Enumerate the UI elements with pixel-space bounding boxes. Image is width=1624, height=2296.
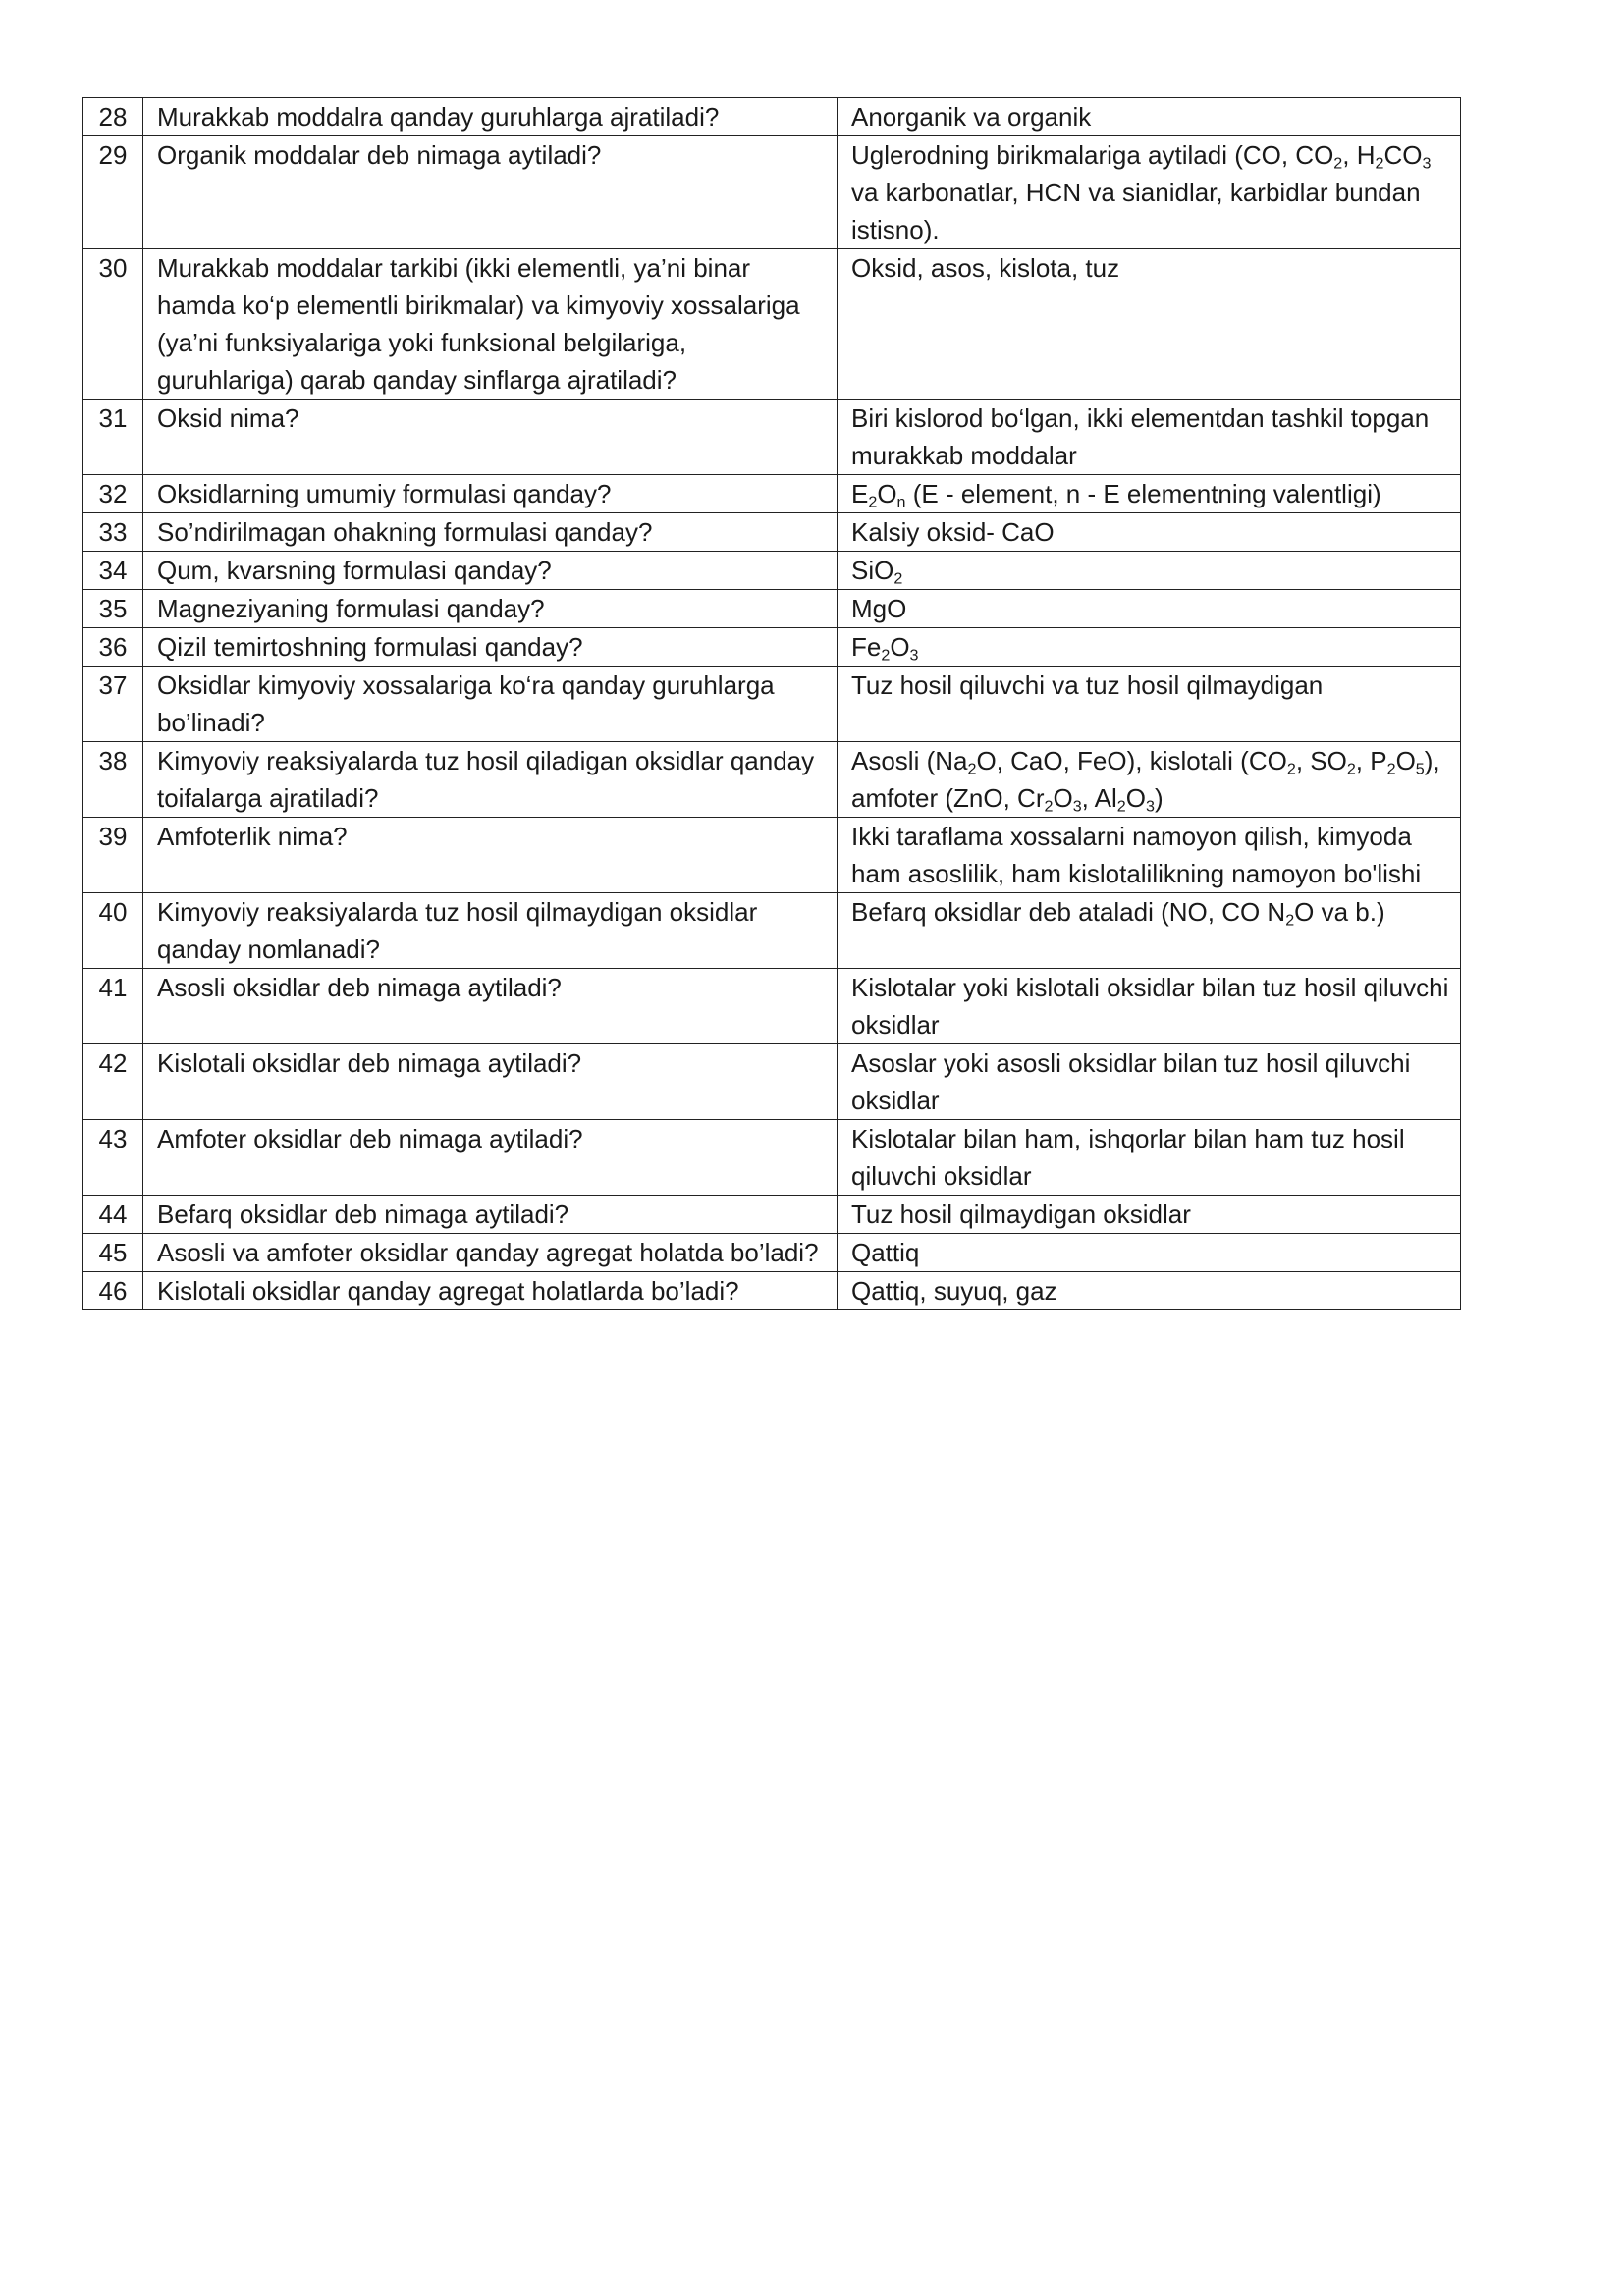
answer-cell: $E_2O_n$ (E - element, n - E elementning valentligi) [838, 475, 1461, 513]
qa-table [82, 97, 1461, 1310]
row-number: 42 [83, 1044, 143, 1120]
table-row [83, 98, 1461, 136]
row-number: 36 [83, 628, 143, 667]
row-number: 28 [83, 98, 143, 136]
question-cell: Oksidlar kimyoviy xossalariga ko‘ra qanday guruhlarga bo’linadi? [143, 667, 838, 742]
row-number: 29 [83, 136, 143, 249]
question-cell: Asosli oksidlar deb nimaga aytiladi? [143, 969, 838, 1044]
table-row [83, 400, 1461, 475]
row-number: 31 [83, 400, 143, 475]
question-cell: Murakkab moddalra qanday guruhlarga ajratiladi? [143, 98, 838, 136]
question-cell: Kislotali oksidlar deb nimaga aytiladi? [143, 1044, 838, 1120]
question-cell: Kimyoviy reaksiyalarda tuz hosil qiladigan oksidlar qanday toifalarga ajratiladi? [143, 742, 838, 818]
row-number: 33 [83, 513, 143, 552]
answer-cell: Befarq oksidlar deb ataladi (NO, CO $N_2O$ va b.) [838, 893, 1461, 969]
row-number: 37 [83, 667, 143, 742]
answer-cell: Uglerodning birikmalariga aytiladi (CO, $CO_2$, $H_2CO_3$ va karbonatlar, HCN va sianidlar, karbidlar bundan istisno). [838, 136, 1461, 249]
table-row [83, 893, 1461, 969]
row-number: 39 [83, 818, 143, 893]
row-number: 45 [83, 1234, 143, 1272]
table-row [83, 1272, 1461, 1310]
question-cell: Murakkab moddalar tarkibi (ikki elementli, ya’ni binar hamda ko‘p elementli birikmalar) va kimyoviy xossalariga (ya’ni funksiyalariga yoki funksional belgilariga, guruhlariga) qarab qanday sinflarga ajratiladi? [143, 249, 838, 400]
question-cell: So’ndirilmagan ohakning formulasi qanday? [143, 513, 838, 552]
table-row [83, 667, 1461, 742]
table-row [83, 742, 1461, 818]
answer-cell: Tuz hosil qiluvchi va tuz hosil qilmaydigan [838, 667, 1461, 742]
table-row [83, 628, 1461, 667]
answer-cell: Kalsiy oksid- CaO [838, 513, 1461, 552]
answer-cell: Asosli ($Na_2O$, CaO, FeO), kislotali ($CO_2$, $SO_2$, $P_2O_5$), amfoter (ZnO, $Cr_2O_3$, $Al_2O_3$) [838, 742, 1461, 818]
answer-cell: Kislotalar yoki kislotali oksidlar bilan tuz hosil qiluvchi oksidlar [838, 969, 1461, 1044]
row-number: 46 [83, 1272, 143, 1310]
row-number: 32 [83, 475, 143, 513]
table-row [83, 552, 1461, 590]
question-cell: Qizil temirtoshning formulasi qanday? [143, 628, 838, 667]
table-row [83, 513, 1461, 552]
answer-cell: SiO$_2$ [838, 552, 1461, 590]
table-row [83, 1196, 1461, 1234]
question-cell: Asosli va amfoter oksidlar qanday agregat holatda bo’ladi? [143, 1234, 838, 1272]
question-cell: Organik moddalar deb nimaga aytiladi? [143, 136, 838, 249]
answer-cell: Oksid, asos, kislota, tuz [838, 249, 1461, 400]
row-number: 40 [83, 893, 143, 969]
question-cell: Amfoter oksidlar deb nimaga aytiladi? [143, 1120, 838, 1196]
answer-cell: Kislotalar bilan ham, ishqorlar bilan ham tuz hosil qiluvchi oksidlar [838, 1120, 1461, 1196]
question-cell: Amfoterlik nima? [143, 818, 838, 893]
table-row [83, 475, 1461, 513]
question-cell: Kislotali oksidlar qanday agregat holatlarda bo’ladi? [143, 1272, 838, 1310]
answer-cell: Biri kislorod bo‘lgan, ikki elementdan tashkil topgan murakkab moddalar [838, 400, 1461, 475]
table-row [83, 590, 1461, 628]
table-row [83, 136, 1461, 249]
row-number: 44 [83, 1196, 143, 1234]
question-cell: Befarq oksidlar deb nimaga aytiladi? [143, 1196, 838, 1234]
row-number: 43 [83, 1120, 143, 1196]
question-cell: Oksidlarning umumiy formulasi qanday? [143, 475, 838, 513]
table-row [83, 1120, 1461, 1196]
answer-cell: MgO [838, 590, 1461, 628]
row-number: 41 [83, 969, 143, 1044]
row-number: 30 [83, 249, 143, 400]
table-row [83, 818, 1461, 893]
question-cell: Oksid nima? [143, 400, 838, 475]
answer-cell: Anorganik va organik [838, 98, 1461, 136]
answer-cell: Ikki taraflama xossalarni namoyon qilish, kimyoda ham asoslilik, ham kislotalilikning namoyon bo'lishi [838, 818, 1461, 893]
row-number: 38 [83, 742, 143, 818]
table-row [83, 249, 1461, 400]
answer-cell: Qattiq, suyuq, gaz [838, 1272, 1461, 1310]
question-cell: Qum, kvarsning formulasi qanday? [143, 552, 838, 590]
table-row [83, 969, 1461, 1044]
answer-cell: Qattiq [838, 1234, 1461, 1272]
row-number: 35 [83, 590, 143, 628]
question-cell: Magneziyaning formulasi qanday? [143, 590, 838, 628]
row-number: 34 [83, 552, 143, 590]
answer-cell: Asoslar yoki asosli oksidlar bilan tuz hosil qiluvchi oksidlar [838, 1044, 1461, 1120]
answer-cell: Tuz hosil qilmaydigan oksidlar [838, 1196, 1461, 1234]
table-row [83, 1234, 1461, 1272]
question-cell: Kimyoviy reaksiyalarda tuz hosil qilmaydigan oksidlar qanday nomlanadi? [143, 893, 838, 969]
qa-table-body [83, 98, 1461, 1310]
answer-cell: $Fe_2O_3$ [838, 628, 1461, 667]
table-row [83, 1044, 1461, 1120]
